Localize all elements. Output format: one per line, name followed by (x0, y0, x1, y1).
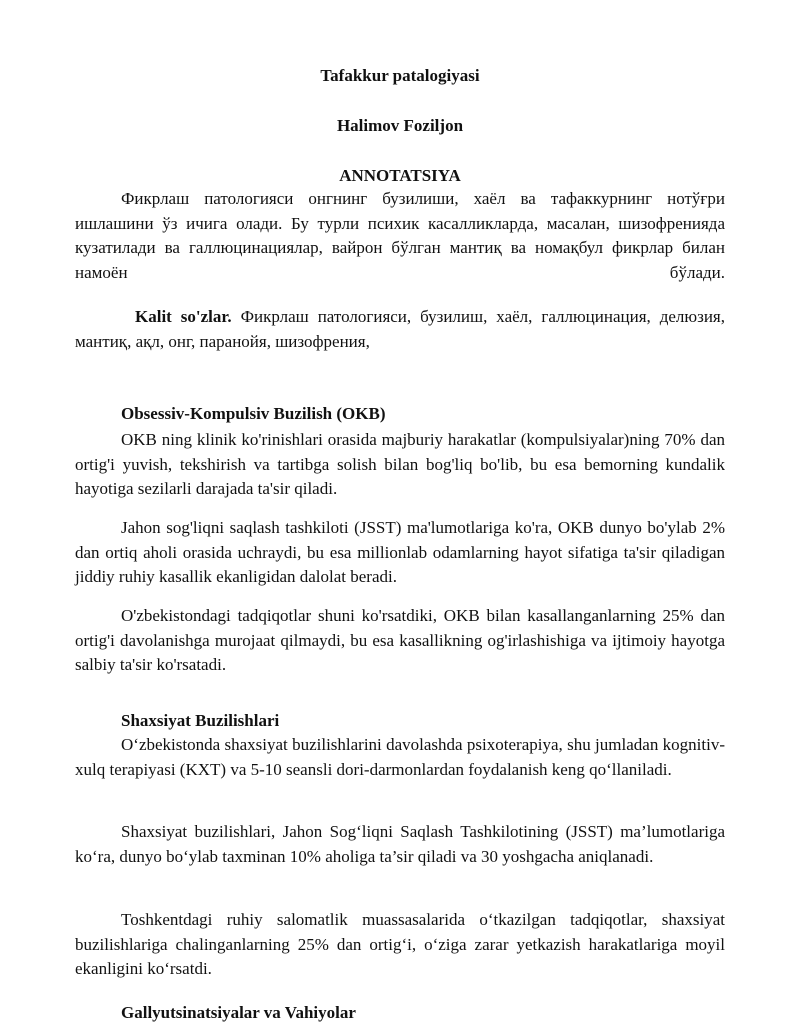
personality-paragraph-2: Shaxsiyat buzilishlari, Jahon Sog‘liqni Saqlash Tashkilotining (JSST) ma’lumotlariga ko‘ra, dunyo bo‘ylab taxminan 10% aholiga ta’sir qiladi va 30 yoshgacha aniqlanadi. (75, 822, 725, 866)
author-name: Halimov Foziljon (336, 116, 464, 135)
okb-paragraph-2-block (75, 516, 725, 590)
annotation-block (75, 187, 725, 285)
personality-paragraph-1: O‘zbekistonda shaxsiyat buzilishlarini davolashda psixoterapiya, shu jumladan kognitiv-xulq terapiyasi (KXT) va 5-10 seansli dori-darmonlardan foydalanish keng qo‘llaniladi. (75, 735, 725, 779)
personality-paragraph-3-block (75, 908, 725, 982)
section-heading-okb: Obsessiv-Kompulsiv Buzilish (OKB) (121, 404, 386, 423)
keywords-block (75, 305, 725, 354)
personality-paragraph-1-block (75, 733, 725, 782)
okb-paragraph-3: O'zbekistondagi tadqiqotlar shuni ko'rsatdiki, OKB bilan kasallanganlarning 25% dan ortig'i davolanishga murojaat qilmaydi, bu esa kasallikning og'irlashishiga va ijtimoiy hayotga salbiy ta'sir ko'rsatadi. (75, 606, 725, 674)
section-heading-hallucinations: Gallyutsinatsiyalar va Vahiyolar (121, 1003, 356, 1022)
keywords-label: Kalit so'zlar. (135, 307, 232, 326)
keywords-paragraph (75, 305, 725, 354)
personality-paragraph-3: Toshkentdagi ruhiy salomatlik muassasalarida o‘tkazilgan tadqiqotlar, shaxsiyat buzilishlariga chalinganlarning 25% dan ortig‘i, o‘ziga zarar yetkazish harakatlariga moyil ekanligini ko‘rsatdi. (75, 910, 725, 978)
okb-paragraph-1: OKB ning klinik ko'rinishlari orasida majburiy harakatlar (kompulsiyalar)ning 70% dan ortig'i yuvish, tekshirish va tartibga solish bilan bog'liq bo'lib, bu esa bemorning kundalik hayotiga sezilarli darajada ta'sir qiladi. (75, 430, 725, 498)
annotation-paragraph: Фикрлаш патологияси онгнинг бузилиши, хаёл ва тафаккурнинг нотўғри ишлашини ўз ичига олади. Бу турли психик касалликларда, масалан, шизофренияда кузатилади ва галлюцинациялар, вайрон бўлган мантиқ ва номақбул фикрлар билан намоён бўлади. (75, 189, 725, 282)
okb-paragraph-1-block (75, 428, 725, 502)
document-title: Tafakkur patalogiyasi (320, 66, 480, 85)
section-heading-personality: Shaxsiyat Buzilishlari (121, 711, 280, 730)
personality-paragraph-2-block (75, 820, 725, 869)
annotation-heading: ANNOTATSIYA (339, 166, 461, 185)
okb-paragraph-3-block (75, 604, 725, 678)
keywords-text: Фикрлаш патологияси, бузилиш, хаёл, галлюцинация, делюзия, мантиқ, ақл, онг, паранойя, шизофрения, (75, 307, 725, 351)
okb-paragraph-2: Jahon sog'liqni saqlash tashkiloti (JSST) ma'lumotlariga ko'ra, OKB dunyo bo'ylab 2% dan ortiq aholi orasida uchraydi, bu esa millionlab odamlarning hayot sifatiga ta'sir qiladigan jiddiy ruhiy kasallik ekanligidan dalolat beradi. (75, 518, 725, 586)
